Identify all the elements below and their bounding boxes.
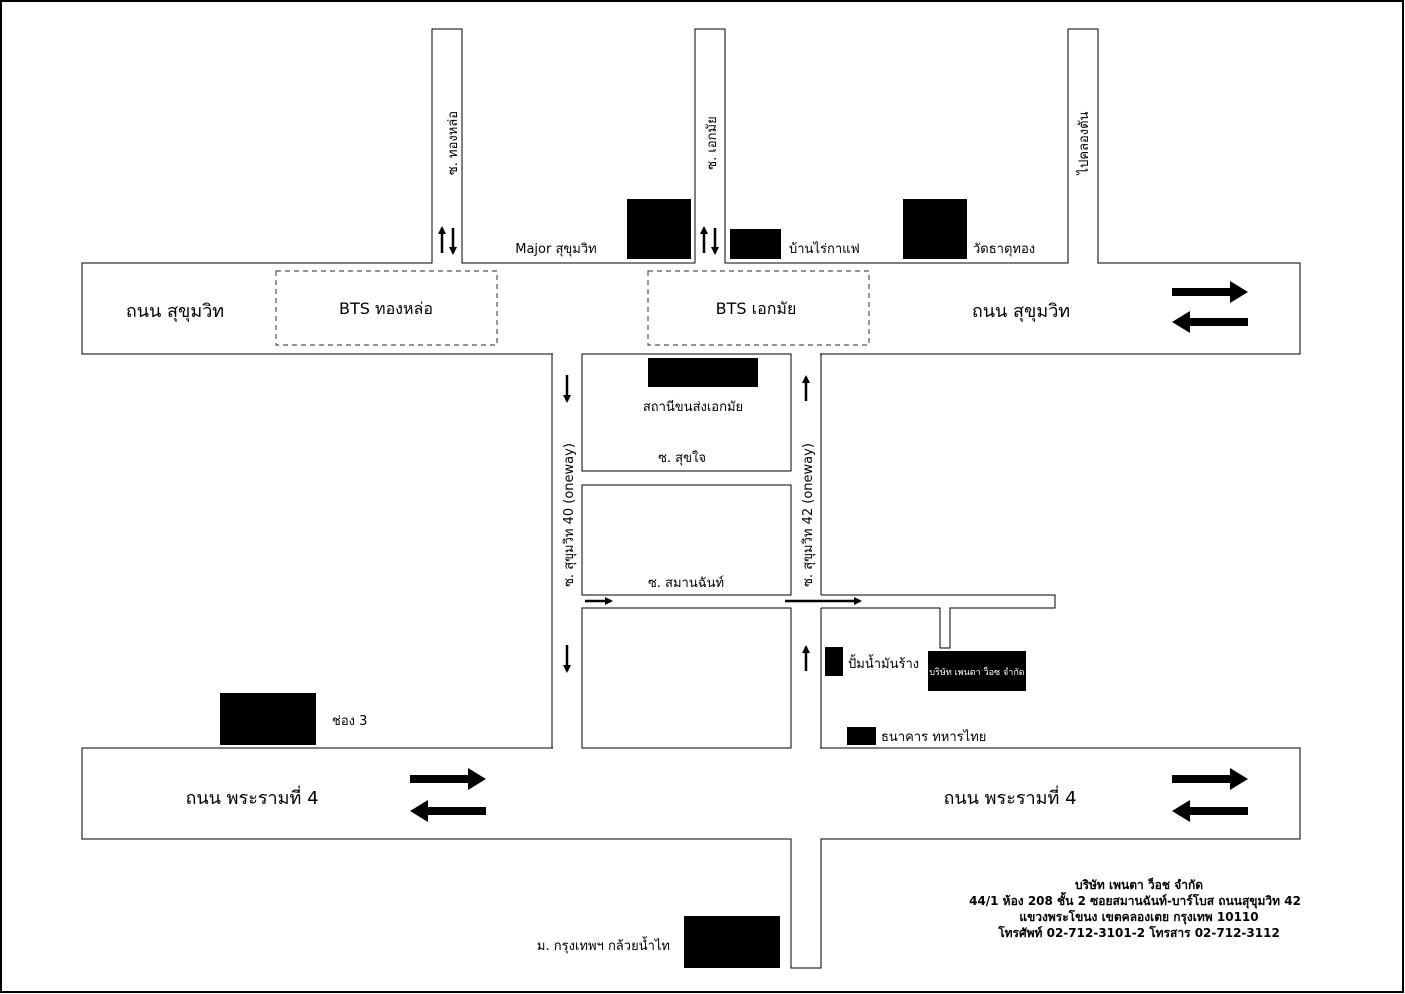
bts-thonglor-label: BTS ทองหล่อ bbox=[339, 299, 433, 318]
to-khlongtan-label: ไปคลองตัน bbox=[1077, 111, 1092, 175]
address-company: บริษัท เพนตา ว็อช จำกัด bbox=[1074, 878, 1204, 892]
address-line3: แขวงพระโขนง เขตคลองเตย กรุงเทพ 10110 bbox=[1019, 910, 1259, 924]
soi-thonglor-label: ซ. ทองหล่อ bbox=[446, 110, 461, 176]
soi-ekkamai-label: ซ. เอกมัย bbox=[705, 116, 720, 170]
university-building bbox=[684, 916, 780, 968]
wat-building bbox=[903, 199, 967, 259]
channel3-building bbox=[220, 693, 316, 745]
tmb-bank-building bbox=[847, 727, 876, 745]
address-line2: 44/1 ห้อง 208 ชั้น 2 ซอยสมานฉันท์-บาร์โบส ถนนสุขุมวิท 42 bbox=[969, 894, 1301, 908]
rama4-label-right: ถนน พระรามที่ 4 bbox=[943, 788, 1077, 809]
bus-station-label: สถานีขนส่งเอกมัย bbox=[642, 400, 744, 415]
soi-sukhumvit42-label: ซ. สุขุมวิท 42 (oneway) bbox=[801, 443, 816, 587]
company-box-label: บริษัท เพนตา ว็อซ จำกัด bbox=[929, 668, 1025, 678]
banrai-label: บ้านไร่กาแฟ bbox=[789, 242, 860, 257]
rama4-label-left: ถนน พระรามที่ 4 bbox=[185, 788, 319, 809]
soi-sukhumvit40-label: ซ. สุขุมวิท 40 (oneway) bbox=[562, 443, 577, 587]
wat-label: วัดธาตุทอง bbox=[973, 242, 1036, 257]
tmb-bank-label: ธนาคาร ทหารไทย bbox=[881, 730, 987, 745]
major-label: Major สุขุมวิท bbox=[515, 242, 597, 257]
address-phone: โทรศัพท์ 02-712-3101-2 โทรสาร 02-712-3112 bbox=[998, 926, 1280, 940]
major-building bbox=[627, 199, 691, 259]
banrai-building bbox=[730, 229, 781, 259]
sukhumvit-label-left: ถนน สุขุมวิท bbox=[125, 301, 225, 322]
bus-station-building bbox=[648, 358, 758, 387]
gas-station-building bbox=[825, 647, 843, 676]
sukhumvit-label-right: ถนน สุขุมวิท bbox=[971, 301, 1071, 322]
block-south bbox=[582, 608, 791, 748]
university-label: ม. กรุงเทพฯ กล้วยน้ำไท bbox=[536, 939, 670, 954]
bts-ekkamai-label: BTS เอกมัย bbox=[715, 299, 797, 318]
channel3-label: ช่อง 3 bbox=[332, 714, 368, 729]
gas-station-label: ปั้มน้ำมันร้าง bbox=[848, 657, 920, 672]
soi-sukjai-label: ซ. สุขใจ bbox=[658, 451, 706, 466]
soi-samanchan-label: ซ. สมานฉันท์ bbox=[647, 576, 725, 591]
